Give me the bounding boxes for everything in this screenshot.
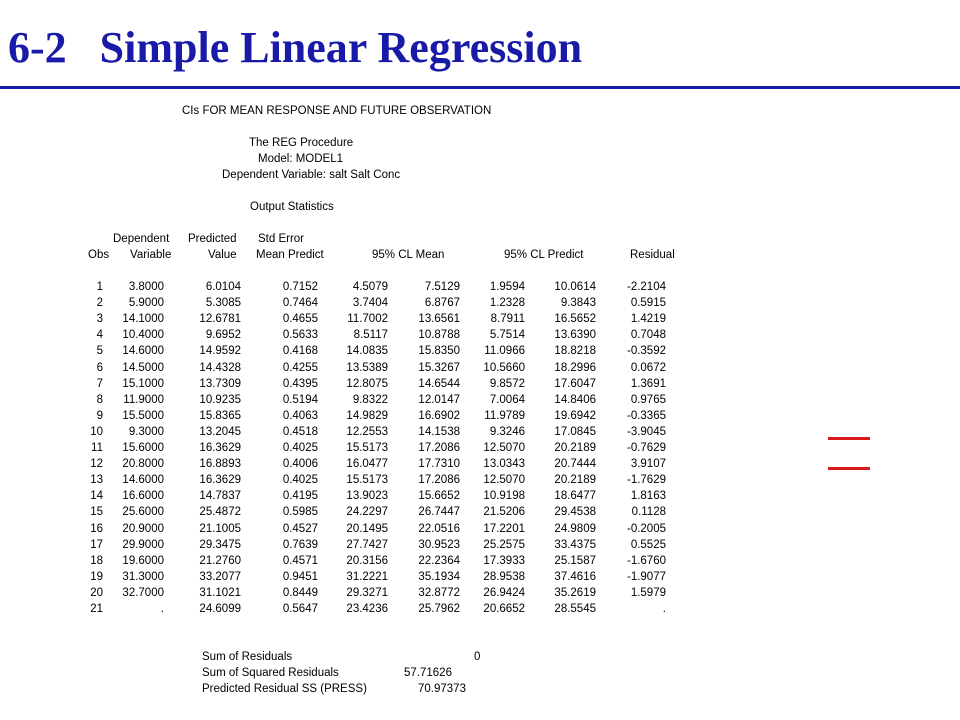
table-cell-lcl: 17.3933	[483, 554, 525, 567]
table-cell-obs: 6	[96, 361, 103, 374]
table-cell-uclm: 35.1934	[418, 570, 460, 583]
slide-title: 6-2 Simple Linear Regression	[8, 23, 583, 72]
table-cell-pred: 5.3085	[205, 297, 241, 310]
table-row	[0, 488, 960, 504]
table-cell-lcl: 20.6652	[483, 603, 525, 615]
table-cell-se: 0.5194	[282, 393, 318, 406]
table-cell-res: -0.2005	[626, 522, 666, 535]
table-cell-lclm: 27.7427	[346, 538, 388, 551]
table-row	[0, 376, 960, 392]
table-cell-uclm: 12.0147	[418, 393, 460, 406]
table-cell-uclm: 17.2086	[418, 474, 460, 487]
table-row	[0, 360, 960, 376]
table-cell-obs: 18	[90, 554, 103, 567]
table-row	[0, 601, 960, 617]
table-cell-se: 0.4063	[282, 409, 318, 422]
table-cell-obs: 19	[90, 570, 103, 583]
table-cell-res: 0.1128	[631, 506, 666, 519]
table-cell-dep: 9.3000	[128, 425, 164, 438]
col-residual-header: Residual	[630, 249, 675, 261]
table-cell-dep: 19.6000	[122, 554, 164, 567]
table-cell-lcl: 25.2575	[483, 538, 525, 551]
table-cell-res: 0.5915	[630, 297, 666, 310]
table-cell-dep: 31.3000	[122, 570, 164, 583]
table-cell-obs: 5	[96, 345, 103, 358]
summary-label-residuals: Sum of Residuals	[202, 651, 293, 663]
table-cell-lcl: 26.9424	[483, 586, 525, 599]
table-cell-lcl: 9.8572	[489, 377, 525, 390]
table-cell-lclm: 14.9829	[346, 409, 388, 422]
table-cell-lclm: 3.7404	[352, 297, 388, 310]
table-cell-res: 0.7048	[630, 329, 666, 342]
table-cell-res: -1.9077	[626, 570, 666, 583]
table-cell-uclm: 17.7310	[418, 458, 460, 471]
table-cell-dep: 15.6000	[122, 442, 164, 454]
table-cell-ucl: 20.2189	[554, 474, 596, 487]
table-cell-uclm: 25.7962	[418, 603, 460, 615]
table-cell-ucl: 28.5545	[554, 603, 596, 615]
table-cell-lclm: 24.2297	[346, 506, 388, 519]
table-cell-dep: 25.6000	[122, 506, 164, 519]
table-cell-uclm: 26.7447	[418, 506, 460, 519]
table-cell-dep: 14.6000	[122, 474, 164, 487]
table-cell-res: 0.0672	[630, 361, 666, 374]
table-cell-ucl: 18.8218	[554, 345, 596, 358]
output-heading: CIs FOR MEAN RESPONSE AND FUTURE OBSERVATION	[182, 105, 492, 117]
table-cell-obs: 13	[90, 474, 103, 487]
table-cell-lcl: 9.3246	[489, 425, 525, 438]
table-cell-ucl: 29.4538	[554, 506, 596, 519]
table-cell-dep: 15.1000	[122, 377, 164, 390]
table-cell-res: 1.5979	[630, 586, 666, 599]
table-cell-ucl: 20.7444	[554, 458, 596, 471]
table-cell-se: 0.4195	[282, 490, 318, 503]
table-cell-obs: 2	[96, 297, 103, 310]
table-cell-se: 0.5633	[282, 329, 318, 342]
table-row	[0, 585, 960, 601]
table-cell-dep: 14.1000	[122, 313, 164, 326]
table-row	[0, 537, 960, 553]
table-cell-lcl: 12.5070	[483, 442, 525, 454]
table-cell-ucl: 13.6390	[554, 329, 596, 342]
table-cell-uclm: 15.3267	[418, 361, 460, 374]
table-cell-pred: 10.9235	[199, 393, 241, 406]
table-cell-pred: 31.1021	[199, 586, 241, 599]
table-cell-lcl: 28.9538	[483, 570, 525, 583]
table-cell-pred: 21.2760	[199, 554, 241, 567]
table-cell-lcl: 10.5660	[483, 361, 525, 374]
table-cell-ucl: 37.4616	[554, 570, 596, 583]
table-cell-obs: 20	[90, 586, 103, 599]
table-cell-se: 0.4168	[282, 345, 318, 358]
table-cell-lcl: 21.5206	[483, 506, 525, 519]
table-cell-ucl: 17.6047	[554, 377, 596, 390]
table-cell-ucl: 19.6942	[554, 409, 596, 422]
table-row	[0, 408, 960, 424]
table-cell-se: 0.7464	[282, 297, 318, 310]
table-cell-se: 0.8449	[282, 586, 318, 599]
table-cell-lclm: 15.5173	[346, 442, 388, 454]
col-cl-predict-header: 95% CL Predict	[504, 249, 584, 261]
table-cell-lclm: 15.5173	[346, 474, 388, 487]
table-cell-ucl: 33.4375	[554, 538, 596, 551]
table-cell-res: -3.9045	[626, 425, 666, 438]
table-cell-ucl: 16.5652	[554, 313, 596, 326]
table-cell-ucl: 24.9809	[554, 522, 596, 535]
table-cell-lclm: 16.0477	[346, 458, 388, 471]
table-cell-se: 0.4025	[282, 442, 318, 454]
table-cell-res: -1.7629	[626, 474, 666, 487]
table-cell-obs: 10	[90, 425, 103, 438]
table-cell-lclm: 4.5079	[352, 281, 388, 293]
table-cell-lclm: 12.2553	[346, 425, 388, 438]
col-value-header: Value	[208, 249, 237, 261]
table-row	[0, 553, 960, 569]
table-cell-uclm: 14.1538	[418, 425, 460, 438]
col-variable-header: Variable	[130, 249, 172, 261]
table-cell-dep: 14.5000	[122, 361, 164, 374]
table-cell-se: 0.7152	[282, 281, 318, 293]
table-row	[0, 279, 960, 295]
summary-label-press: Predicted Residual SS (PRESS)	[202, 683, 367, 695]
table-cell-pred: 12.6781	[199, 313, 241, 326]
table-cell-obs: 15	[90, 506, 103, 519]
table-cell-se: 0.5647	[282, 603, 318, 615]
table-row	[0, 327, 960, 343]
summary-label-ssr: Sum of Squared Residuals	[202, 667, 339, 679]
table-cell-obs: 1	[96, 281, 103, 293]
table-cell-lclm: 20.1495	[346, 522, 388, 535]
table-cell-pred: 9.6952	[205, 329, 241, 342]
table-cell-dep: .	[160, 603, 164, 615]
table-cell-ucl: 10.0614	[554, 281, 596, 293]
table-cell-se: 0.4006	[282, 458, 318, 471]
table-cell-dep: 10.4000	[122, 329, 164, 342]
table-cell-lclm: 13.5389	[346, 361, 388, 374]
table-cell-lclm: 13.9023	[346, 490, 388, 503]
table-cell-obs: 14	[90, 490, 103, 503]
col-dependent-header: Dependent	[113, 233, 170, 245]
table-cell-ucl: 14.8406	[554, 393, 596, 406]
table-cell-lcl: 1.2328	[489, 297, 525, 310]
table-cell-dep: 14.6000	[122, 345, 164, 358]
table-cell-lcl: 12.5070	[483, 474, 525, 487]
table-cell-pred: 13.7309	[199, 377, 241, 390]
table-cell-res: 0.5525	[630, 538, 666, 551]
col-predicted-header: Predicted	[188, 233, 237, 245]
table-cell-pred: 25.4872	[199, 506, 241, 519]
table-cell-pred: 13.2045	[199, 425, 241, 438]
summary-value-ssr: 57.71626	[404, 667, 452, 679]
table-row	[0, 295, 960, 311]
table-cell-lcl: 5.7514	[489, 329, 525, 342]
table-cell-obs: 21	[90, 603, 103, 615]
table-cell-se: 0.4518	[282, 425, 318, 438]
table-cell-uclm: 6.8767	[424, 297, 460, 310]
table-cell-se: 0.9451	[282, 570, 318, 583]
table-cell-lcl: 11.0966	[484, 345, 525, 358]
table-cell-pred: 16.3629	[199, 474, 241, 487]
table-cell-obs: 16	[90, 522, 103, 535]
highlight-mark-bottom	[828, 467, 870, 470]
table-row	[0, 392, 960, 408]
table-cell-lcl: 17.2201	[483, 522, 525, 535]
table-cell-pred: 16.8893	[199, 458, 241, 471]
table-cell-ucl: 35.2619	[554, 586, 596, 599]
section-label: Output Statistics	[250, 201, 334, 213]
table-cell-dep: 20.9000	[122, 522, 164, 535]
table-cell-obs: 4	[96, 329, 103, 342]
table-cell-uclm: 32.8772	[418, 586, 460, 599]
table-cell-dep: 20.8000	[122, 458, 164, 471]
table-cell-se: 0.5985	[282, 506, 318, 519]
title-rule	[0, 86, 960, 89]
table-cell-lcl: 8.7911	[490, 313, 525, 326]
table-cell-dep: 5.9000	[128, 297, 164, 310]
table-cell-uclm: 22.2364	[418, 554, 460, 567]
table-cell-se: 0.4255	[282, 361, 318, 374]
table-cell-lclm: 20.3156	[346, 554, 388, 567]
table-cell-obs: 8	[96, 393, 103, 406]
table-cell-res: 3.9107	[630, 458, 666, 471]
table-cell-uclm: 17.2086	[418, 442, 460, 454]
table-cell-res: 1.4219	[630, 313, 666, 326]
table-cell-uclm: 15.6652	[418, 490, 460, 503]
table-cell-lcl: 13.0343	[483, 458, 525, 471]
table-cell-res: -1.6760	[626, 554, 666, 567]
table-cell-lcl: 11.9789	[484, 409, 525, 422]
model-label: Model: MODEL1	[258, 153, 344, 165]
table-row	[0, 343, 960, 359]
table-cell-pred: 24.6099	[199, 603, 241, 615]
table-cell-res: -0.7629	[626, 442, 666, 454]
table-cell-uclm: 10.8788	[418, 329, 460, 342]
table-cell-se: 0.4655	[282, 313, 318, 326]
table-cell-dep: 15.5000	[122, 409, 164, 422]
table-cell-uclm: 16.6902	[418, 409, 460, 422]
table-cell-ucl: 18.6477	[554, 490, 596, 503]
summary-value-press: 70.97373	[418, 683, 466, 695]
table-cell-se: 0.4571	[282, 554, 318, 567]
table-cell-ucl: 20.2189	[554, 442, 596, 454]
table-cell-lclm: 23.4236	[346, 603, 388, 615]
col-stderror-header: Std Error	[258, 233, 305, 245]
table-cell-res: 0.9765	[630, 393, 666, 406]
table-cell-res: -0.3365	[626, 409, 666, 422]
table-cell-uclm: 13.6561	[418, 313, 460, 326]
table-cell-obs: 11	[91, 442, 103, 454]
table-cell-lclm: 31.2221	[346, 570, 388, 583]
table-cell-se: 0.4527	[282, 522, 318, 535]
col-obs-header: Obs	[88, 249, 110, 261]
table-row	[0, 440, 960, 456]
table-cell-ucl: 17.0845	[554, 425, 596, 438]
table-cell-lclm: 9.8322	[352, 393, 388, 406]
table-cell-lclm: 11.7002	[347, 313, 388, 326]
table-cell-dep: 29.9000	[122, 538, 164, 551]
table-cell-pred: 29.3475	[199, 538, 241, 551]
table-row	[0, 424, 960, 440]
table-cell-pred: 6.0104	[205, 281, 241, 293]
table-cell-lcl: 7.0064	[489, 393, 525, 406]
table-cell-lclm: 8.5117	[353, 329, 388, 342]
table-cell-res: -2.2104	[626, 281, 666, 293]
table-cell-pred: 33.2077	[199, 570, 241, 583]
table-row	[0, 472, 960, 488]
col-mean-predict-header: Mean Predict	[256, 249, 324, 261]
table-cell-dep: 16.6000	[122, 490, 164, 503]
table-cell-se: 0.7639	[282, 538, 318, 551]
table-cell-dep: 32.7000	[122, 586, 164, 599]
table-cell-res: .	[662, 603, 666, 615]
table-cell-pred: 21.1005	[199, 522, 241, 535]
table-cell-obs: 7	[96, 377, 103, 390]
table-cell-obs: 12	[90, 458, 103, 471]
table-cell-res: 1.3691	[630, 377, 666, 390]
table-cell-lcl: 10.9198	[483, 490, 525, 503]
table-cell-pred: 14.7837	[199, 490, 241, 503]
table-cell-pred: 15.8365	[199, 409, 241, 422]
table-cell-uclm: 15.8350	[418, 345, 460, 358]
table-cell-obs: 3	[96, 313, 103, 326]
table-row	[0, 504, 960, 520]
table-cell-se: 0.4025	[282, 474, 318, 487]
table-cell-ucl: 9.3843	[560, 297, 596, 310]
table-row	[0, 569, 960, 585]
table-cell-lclm: 29.3271	[346, 586, 388, 599]
table-cell-lcl: 1.9594	[489, 281, 525, 293]
table-cell-dep: 3.8000	[128, 281, 164, 293]
table-cell-res: 1.8163	[630, 490, 666, 503]
table-cell-uclm: 30.9523	[418, 538, 460, 551]
table-row	[0, 311, 960, 327]
table-cell-pred: 16.3629	[199, 442, 241, 454]
highlight-mark-top	[828, 437, 870, 440]
table-cell-ucl: 25.1587	[554, 554, 596, 567]
table-cell-dep: 11.9000	[123, 393, 164, 406]
table-cell-uclm: 7.5129	[424, 281, 460, 293]
table-cell-obs: 17	[90, 538, 103, 551]
table-cell-uclm: 14.6544	[418, 377, 460, 390]
col-cl-mean-header: 95% CL Mean	[372, 249, 445, 261]
dependent-variable-label: Dependent Variable: salt Salt Conc	[222, 169, 401, 181]
table-cell-ucl: 18.2996	[554, 361, 596, 374]
table-row	[0, 456, 960, 472]
procedure-label: The REG Procedure	[249, 137, 354, 149]
table-cell-uclm: 22.0516	[418, 522, 460, 535]
table-cell-lclm: 12.8075	[346, 377, 388, 390]
table-cell-pred: 14.4328	[199, 361, 241, 374]
table-row	[0, 521, 960, 537]
summary-value-residuals: 0	[474, 651, 481, 663]
table-cell-lclm: 14.0835	[346, 345, 388, 358]
table-cell-obs: 9	[96, 409, 103, 422]
table-cell-res: -0.3592	[626, 345, 666, 358]
table-cell-pred: 14.9592	[199, 345, 241, 358]
table-cell-se: 0.4395	[282, 377, 318, 390]
